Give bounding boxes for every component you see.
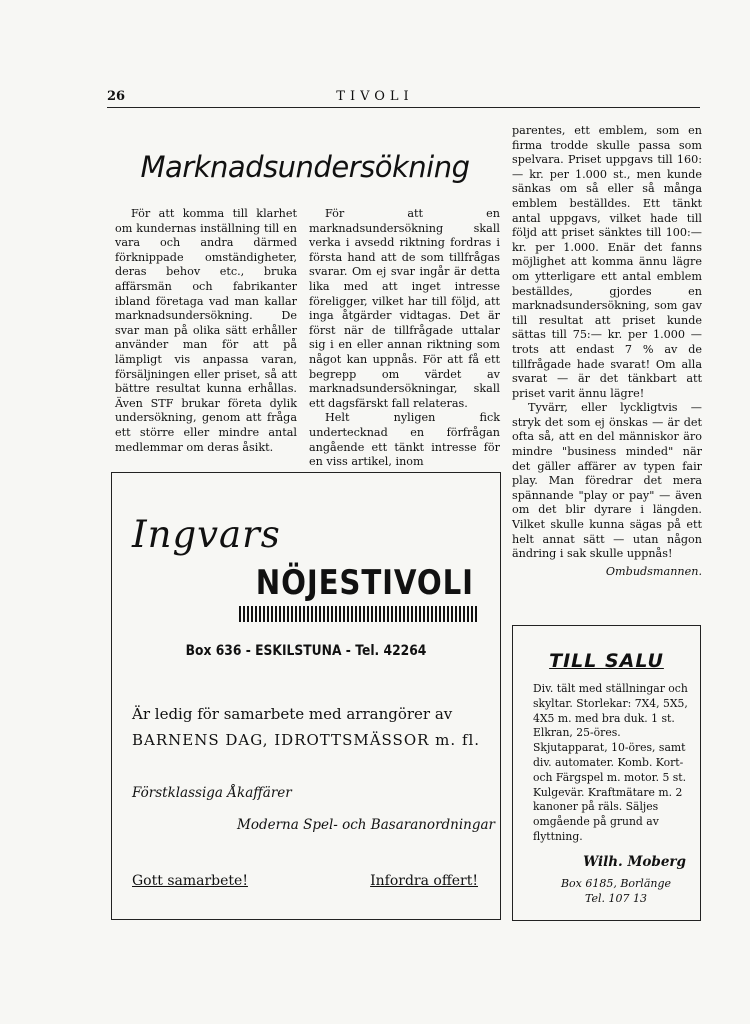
seller-phone: Tel. 107 13 bbox=[585, 892, 647, 905]
ad-slogan-right: Infordra offert! bbox=[370, 873, 478, 889]
decorative-bar-pattern bbox=[239, 606, 479, 622]
article-signature: Ombudsmannen. bbox=[605, 564, 702, 578]
article-paragraph: För att en marknadsundersökning skall verka i avsedd riktning fordras i första hand att de som tillfrågas svarar. Om ej svar ingår är detta lika med att inget intresse föreligger, vilket har till följd, att inga åtgärder vidtagas. Det är först när de tillfrågade uttalar sig i en eller annan riktning som något kan uppnås. För att få ett begrepp om värdet av marknadsundersökningar, skall ett dagsfärskt fall relateras. bbox=[309, 207, 500, 410]
seller-name: Wilh. Moberg bbox=[583, 854, 686, 870]
ad-games-text: Moderna Spel- och Basaranordningar bbox=[237, 817, 496, 833]
article-paragraph: Tyvärr, eller lyckligtvis — stryk det som ej önskas — är det ofta så, att en del människor äro mindre "business minded" när det gäller affärer av typen fair play. Man föredrar det mera spännande "play or pay" — även om det blir dyrare i längden. Vilket skulle kunna sägas på ett helt annat sätt — utan någon ändring i sak skulle uppnås! bbox=[512, 401, 702, 561]
ad-owner-name: Ingvars bbox=[132, 513, 281, 556]
ad-offer-text: Är ledig för samarbete med arrangörer av bbox=[132, 705, 453, 723]
for-sale-title: TILL SALU bbox=[549, 650, 664, 672]
article-column-2 bbox=[309, 207, 500, 470]
seller-address: Box 6185, Borlänge bbox=[560, 877, 672, 890]
article-paragraph: För att komma till klarhet om kundernas inställning till en vara och andra därmed förknippade omständigheter, deras behov etc., bruka affärsmän och fabrikanter ibland företaga vad man kallar marknadsundersökning. De svar man på olika sätt erhåller använder man för att på lämpligt vis anpassa varan, försäljningen eller priset, så att bättre resultat kunna erhållas. Även STF brukar företa dylik undersökning, genom att fråga ett större eller mindre antal medlemmar om deras åsikt. bbox=[115, 207, 297, 454]
article-paragraph: Helt nyligen fick undertecknad en förfrågan angående ett tänkt intresse för en viss artikel, inom bbox=[309, 411, 500, 469]
page-number: 26 bbox=[107, 89, 126, 104]
for-sale-advertisement bbox=[512, 625, 701, 921]
article-column-3 bbox=[512, 124, 702, 579]
ad-rides-text: Förstklassiga Åkaffärer bbox=[132, 785, 292, 801]
ad-contact-line: Box 636 - ESKILSTUNA - Tel. 42264 bbox=[185, 643, 427, 659]
ad-slogan-left: Gott samarbete! bbox=[132, 873, 248, 889]
article-paragraph: parentes, ett emblem, som en firma trodde skulle passa som spelvara. Priset uppgavs till 160:— kr. per 1.000 st., men kunde sänkas om så eller så många emblem beställdes. Ett tänkt antal uppgavs, vilket hade till följd att priset sänktes till 100:— kr. per 1.000. Enär det fanns möjlighet att komma ännu lägre om ytterligare ett antal emblem beställdes, gjordes en marknadsundersökning, som gav till resultat att priset kunde sättas till 75:— kr. per 1.000 — trots att endast 7 % av de tillfrågade hade svarat! Om alla svarat — är det tänkbart att priset varit ännu lägre! bbox=[512, 124, 702, 400]
seller-contact bbox=[546, 876, 686, 906]
ad-company-name: NÖJESTIVOLI bbox=[255, 563, 474, 603]
article-column-1 bbox=[115, 207, 297, 455]
running-title: TIVOLI bbox=[336, 89, 414, 104]
for-sale-body: Div. tält med ställningar och skyltar. Storlekar: 7X4, 5X5, 4X5 m. med bra duk. 1 st. Elkran, 25-öres. Skjutapparat, 10-öres, samt div. automater. Komb. Kort- och Färgspel m. motor. 5 st. Kulgevär. Kraftmätare m. 2 kanoner på räls. Säljes omgående på grund av flyttning. bbox=[533, 682, 688, 843]
tivoli-advertisement bbox=[111, 472, 501, 920]
article-title: Marknadsundersökning bbox=[140, 150, 470, 184]
ad-events-text: BARNENS DAG, IDROTTSMÄSSOR m. fl. bbox=[132, 731, 481, 749]
header-rule bbox=[107, 107, 700, 108]
